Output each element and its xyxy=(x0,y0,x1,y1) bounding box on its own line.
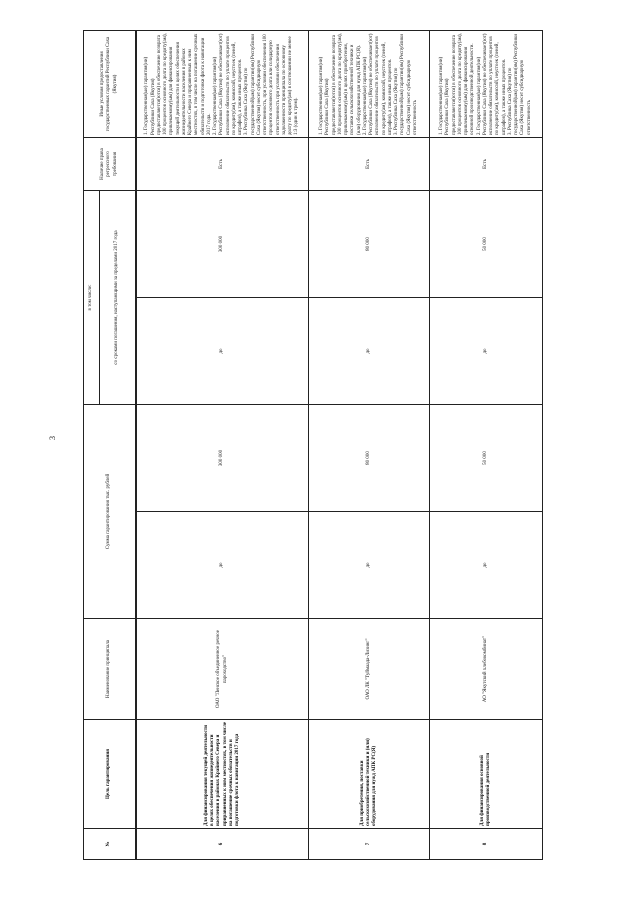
row-num: 6 xyxy=(137,829,309,860)
condition-item: 1. Государственная(ые) гарантия(ии) Республики Саха (Якутия) предоставляется(ются) в обеспечение возврата 100 процентов основного долга по кредиту(ам), привлекаемому(ым) в целях приобретения, поставки сельскохозяйственной техники и (или) оборудования для нужд АПК РС(Я). xyxy=(319,33,362,135)
guarantees-table-rotated xyxy=(83,30,543,860)
row-amount-sub: 80 000 xyxy=(309,191,430,298)
row-num: 8 xyxy=(430,829,543,860)
row-amount-prefix: до xyxy=(430,512,543,619)
condition-item: 2. Государственная(ые) гарантия(ии) Республики Саха (Якутия) не обеспечивает(ют) исполнение обязательств по уплате процентов по кредиту(ам), комиссий, неустоек (пеней, штрафов), а также иных процентов. xyxy=(476,33,507,135)
page-number: 3 xyxy=(48,436,57,440)
condition-item: 3. Республика Саха (Якутия) по государственной(ым) гарантии(ям) Республики Саха (Якутия) несет субсидиарную ответственность xyxy=(394,33,418,135)
header-conditions: Иные условия предоставления государственных гарантий Республики Саха (Якутия) xyxy=(84,31,136,138)
row-regress: Есть xyxy=(137,138,309,191)
row-conditions xyxy=(309,31,430,138)
condition-item: 1. Государственная(ые) гарантия(ии) Республики Саха (Якутия) предоставляется(ются) в обеспечение возврата 100 процентов основного долга по кредиту(ам), привлекаемому(ым) для финансирования основной производственной деятельности. xyxy=(439,33,476,135)
table-row xyxy=(309,31,430,860)
row-amount-prefix: до xyxy=(309,512,430,619)
header-in-total: в том числе: xyxy=(84,191,100,405)
row-amount-sub-prefix: до xyxy=(430,298,543,405)
row-conditions xyxy=(137,31,309,138)
guarantees-table xyxy=(83,30,543,860)
row-amount-prefix: до xyxy=(137,512,309,619)
table-row xyxy=(137,31,309,860)
condition-item: 3. Республика Саха (Якутия) по государственной(ым) гарантии(ям) Республики Саха (Якутия) несет субсидиарную ответственность, при условии обеспечения 100 процентов основного долга или солидарную ответственность при условии обеспечения задолженности принципала по основному долгу по кредиту(ам) в соотношении не менее 1:3 (один к трем). xyxy=(244,33,300,135)
row-amount: 80 000 xyxy=(309,405,430,512)
header-amount-sub: со сроками погашения, наступающими за пределами 2017 года xyxy=(100,191,136,405)
header-num: № xyxy=(84,829,136,860)
row-goal: Для финансирования текущей деятельности в целях обеспечения жизнедеятельности населения в районах Крайнего Севера и приравненных к ним местностях, в том числе на погашение срочных обязательств и подготовки флота к навигации 2017 года xyxy=(137,720,309,829)
row-conditions xyxy=(430,31,543,138)
row-amount-sub: 300 000 xyxy=(137,191,309,298)
condition-item: 1. Государственная(ые) гарантия(ии) Республики Саха (Якутия) предоставляется(ются) в обеспечение возврата 100 процентов основного долга по кредиту(ам), привлекаемому(ым) для финансирования текущей деятельности в целях обеспечения жизнедеятельности населения в районах Крайнего Севера и приравненных к ним местностях, в том числе на погашение срочных обязательств и подготовки флота к навигации 2017 года. xyxy=(144,33,212,135)
row-regress: Есть xyxy=(430,138,543,191)
row-amount: 300 000 xyxy=(137,405,309,512)
row-num: 7 xyxy=(309,829,430,860)
header-amount: Сумма гарантирования тыс. рублей xyxy=(84,405,136,619)
header-regress: Наличие права регрессного требования xyxy=(84,138,136,191)
condition-item: 3. Республика Саха (Якутия) по государственной(ым) гарантии(ям) Республики Саха (Якутия) несет субсидиарную ответственность xyxy=(507,33,532,135)
row-principal: АО "Якутский хлебокомбинат" xyxy=(430,619,543,720)
table-row xyxy=(430,31,543,860)
row-regress: Есть xyxy=(309,138,430,191)
row-principal: ОАО "Ленское объединенное речное пароходство" xyxy=(137,619,309,720)
row-principal: ОАО ЛК "Туймаада-Лизинг" xyxy=(309,619,430,720)
condition-item: 2. Государственная(ые) гарантия(ии) Республики Саха (Якутия) не обеспечивает(ют) исполнение обязательств по уплате процентов по кредиту(ам), комиссий, неустоек (пеней, штрафов), а также иных процентов. xyxy=(213,33,244,135)
header-principal: Наименование принципала xyxy=(84,619,136,720)
header-goal: Цель гарантирования xyxy=(84,720,136,829)
condition-item: 2. Государственная(ые) гарантия(ии) Республики Саха (Якутия) не обеспечивает(ют) исполнение обязательств по уплате процентов по кредиту(ам), комиссий, неустоек (пеней, штрафов), а также иных процентов. xyxy=(362,33,393,135)
row-amount-sub-prefix: до xyxy=(137,298,309,405)
row-amount-sub: 50 000 xyxy=(430,191,543,298)
row-amount-sub-prefix: до xyxy=(309,298,430,405)
row-goal: Для приобретения, поставки сельскохозяйственной техники и (или) оборудования для нужд АПК РС(Я) xyxy=(309,720,430,829)
row-amount: 50 000 xyxy=(430,405,543,512)
row-goal: Для финансирования основной производственной деятельности xyxy=(430,720,543,829)
